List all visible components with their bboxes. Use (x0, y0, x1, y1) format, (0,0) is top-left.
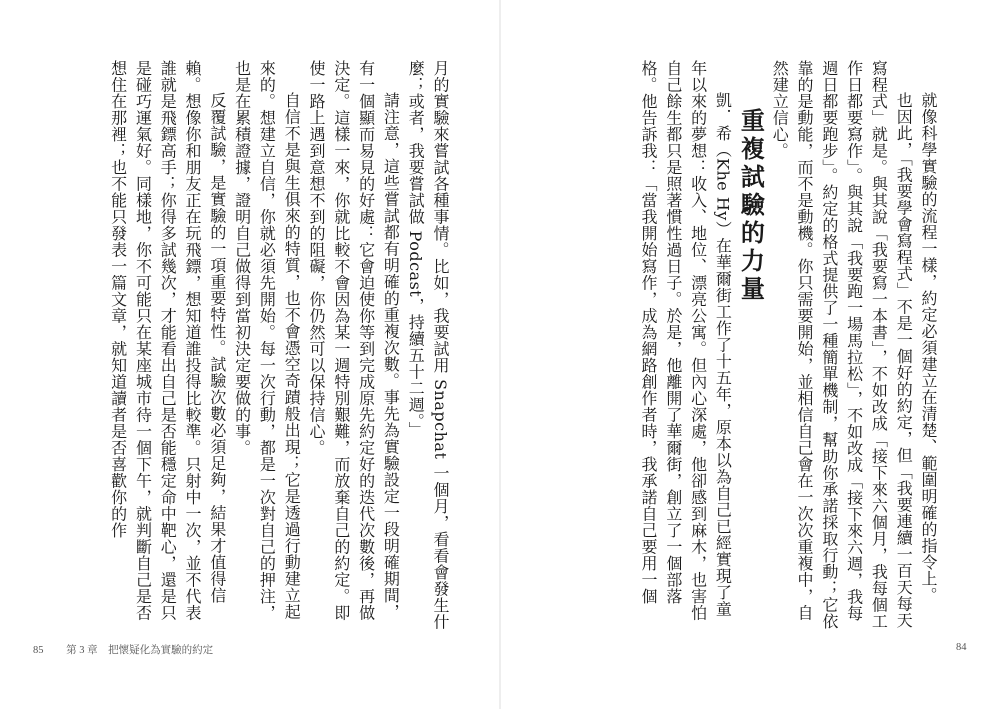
body-paragraph: 反覆試驗，是實驗的一項重要特性。試驗次數必須足夠，結果才值得信賴。想像你和朋友正在玩飛鏢，想知道誰投得比較準。只射中一次，並不代表誰就是飛鏢高手；你得多試幾次，才能看出自己是否能穩定命中靶心，還是只是碰巧運氣好。同樣地，你不可能只在某座城市待一個下午，就判斷自己是否想住在那裡；也不能只發表一篇文章，就知道讀者是否喜歡你的作 (108, 60, 227, 621)
chapter-running-head: 第 3 章 把懷疑化為實驗的約定 (66, 645, 214, 656)
body-paragraph: 就像科學實驗的流程一樣，約定必須建立在清楚、範圍明確的指令上。 (919, 92, 938, 604)
left-footer (33, 642, 213, 657)
body-paragraph: 自信不是與生俱來的特質，也不會憑空奇蹟般出現；它是透過行動建立起來的。想建立自信，你就必須先開始。每一次行動，都是一次對自己的押注，也是在累積證據，證明自己做得到當初決定要做的事。 (232, 60, 302, 621)
book-gutter (499, 0, 501, 709)
right-footer (956, 642, 967, 653)
body-paragraph: 也因此，「我要學會寫程式」不是一個好的約定，但「我要連續一百天每天寫程式」就是。與其說「我要寫一本書」，不如改成「接下來六個月，我每個工作日都要寫作」。與其說「我要跑一場馬拉松」，不如改成「接下來六週，我每週日都要跑步」。約定的格式提供了一種簡單機制，幫助你承諾採取行動；它依靠的是動能，而不是動機。你只需要開始，並相信自己會在一次次重複中，自然建立信心。 (770, 60, 914, 630)
right-page-number: 84 (956, 642, 967, 653)
body-paragraph: 請注意，這些嘗試都有明確的重複次數。事先為實驗設定一段明確期間，有一個顯而易見的好處：它會迫使你等到完成原先約定好的迭代次數後，再做決定。這樣一來，你就比較不會因為某一週特別艱難，而放棄自己的約定。即使一路上遇到意想不到的阻礙，你仍然可以保持信心。 (307, 60, 401, 621)
section-heading: 重複試驗的力量 (736, 108, 765, 304)
body-paragraph: 月的實驗來嘗試各種事情。比如，我要試用 Snapchat 一個月，看看會發生什麼；或者，我要嘗試做 Podcast，持續五十二週。」 (406, 60, 450, 630)
left-page-body (60, 60, 452, 630)
body-paragraph: 凱．希（Khe Hy）在華爾街工作了十五年，原本以為自己已經實現了童年以來的夢想：收入、地位、漂亮公寓。但內心深處，他卻感到麻木，也害怕自己餘生都只是照著慣性過日子。於是，他離開了華爾街，創立了一個部落格。他告訴我：「當我開始寫作，成為網路創作者時，我承諾自己要用一個 (639, 60, 733, 621)
left-page-number: 85 (33, 645, 44, 656)
right-page-body (544, 60, 940, 630)
